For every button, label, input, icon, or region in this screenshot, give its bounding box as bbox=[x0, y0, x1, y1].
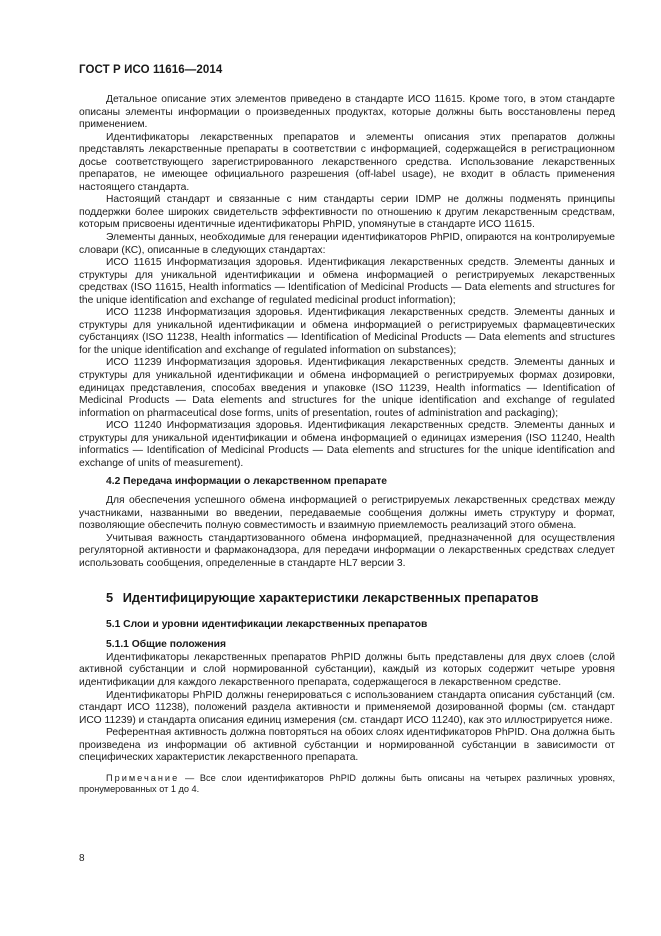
section-heading-5 bbox=[106, 592, 615, 605]
standard-reference: ИСО 11239 Информатизация здоровья. Идентификация лекарственных средств. Элементы данных и структуры для уникальной идентификации и обмена информацией о регистрируемых формах дозировки, единицах представления, способах введения и упаковке (ISO 11239, Health informatics — Identification of Medicinal Products — Data elements and structures for the unique identification and exchange of regulated information on pharmaceutical dose forms, units of presentation, routes of administration and packaging); bbox=[79, 357, 615, 419]
paragraph: Учитывая важность стандартизованного обмена информацией, предназначенной для осуществления регуляторной активности и фармаконадзора, для передачи информации о лекарственных средствах следует использовать сообщения, определенные в стандарте HL7 версии 3. bbox=[79, 532, 615, 569]
paragraph: Идентификаторы PhPID должны генерироваться с использованием стандарта описания субстанций (см. стандарт ИСО 11238), положений раздела активности и применяемой дозированной формы (см. стандарт ИСО 11239) и стандарта описания единиц измерения (см. стандарт ИСО 11240), как это иллюстрируется ниже. bbox=[79, 689, 615, 726]
paragraph: Настоящий стандарт и связанные с ним стандарты серии IDMP не должны подменять принципы поддержки более широких свидетельств эффективности по отношению к другим лекарственным средствам, которым присвоены идентичные идентификаторы PhPID, упомянутые в стандарте ИСО 11615. bbox=[79, 194, 615, 231]
note bbox=[79, 773, 615, 796]
paragraph: Детальное описание этих элементов приведено в стандарте ИСО 11615. Кроме того, в этом стандарте описаны элементы информации о произведенных продуктах, которые должны быть восстановлены перед применением. bbox=[79, 94, 615, 131]
section-heading-4-2: 4.2 Передача информации о лекарственном препарате bbox=[106, 476, 387, 488]
document-body bbox=[79, 94, 615, 796]
page-number: 8 bbox=[79, 853, 85, 864]
paragraph: Элементы данных, необходимые для генерации идентификаторов PhPID, опираются на контролируемые словари (КС), описанные в следующих стандартах: bbox=[79, 232, 615, 256]
paragraph: Для обеспечения успешного обмена информацией о регистрируемых лекарственных средствах между участниками, названными во введении, передаваемые сообщения должны иметь структуру и формат, позволяющие обеспечить полную совместимость и взаимную приемлемость реализаций этого обмена. bbox=[79, 494, 615, 532]
note-text: — Все слои идентификаторов PhPID должны быть описаны на четырех различных уровнях, пронумерованных от 1 до 4. bbox=[79, 772, 615, 795]
paragraph: Референтная активность должна повторяться на обоих слоях идентификаторов PhPID. Она должна быть произведена из информации об активной субстанции и нормированной субстанции в зависимости от специфических характеристик лекарственного препарата. bbox=[79, 727, 615, 764]
note-label: Примечание bbox=[106, 772, 180, 783]
document-header: ГОСТ Р ИСО 11616—2014 bbox=[79, 64, 223, 76]
standard-reference: ИСО 11240 Информатизация здоровья. Идентификация лекарственных средств. Элементы данных и структуры для уникальной идентификации и обмена информацией о единицах измерения (ISO 11240, Health informatics — Identification of Medicinal Products — Data elements and structures for the unique identification and exchange of units of measurement). bbox=[79, 420, 615, 469]
standard-reference: ИСО 11615 Информатизация здоровья. Идентификация лекарственных средств. Элементы данных и структуры для уникальной идентификации и обмена информацией о регистрируемых лекарственных средствах (ISO 11615, Health informatics — Identification of Medicinal Products — Data elements and structures for the unique identification and exchange of regulated medicinal product information); bbox=[79, 257, 615, 306]
paragraph: Идентификаторы лекарственных препаратов и элементы описания этих препаратов должны представлять лекарственные препараты в соответствии с информацией, содержащейся в регистрационном досье соответствующего зарегистрированного лекарственного средства. Использование лекарственных препаратов, не имеющее официального разрешения (off-label usage), не входит в область применения настоящего стандарта. bbox=[79, 131, 615, 193]
section-heading-5-1-1: 5.1.1 Общие положения bbox=[106, 639, 226, 651]
paragraph: Идентификаторы лекарственных препаратов PhPID должны быть представлены для двух слоев (слой активной субстанции и слой нормированной субстанции), каждый из которых содержит четыре уровня идентификации для каждого лекарственного препарата, содержащегося в лекарственном средстве. bbox=[79, 651, 615, 688]
section-heading-5-1: 5.1 Слои и уровни идентификации лекарственных препаратов bbox=[106, 618, 428, 630]
standard-reference: ИСО 11238 Информатизация здоровья. Идентификация лекарственных средств. Элементы данных и структуры для уникальной идентификации и обмена информацией о регистрируемых фармацевтических субстанциях (ISO 11238, Health informatics — Identification of Medicinal Products — Data elements and structures for the unique identification and exchange of regulated information on substances); bbox=[79, 307, 615, 356]
section-title: Идентифицирующие характеристики лекарственных препаратов bbox=[122, 590, 539, 606]
section-number: 5 bbox=[106, 590, 114, 606]
